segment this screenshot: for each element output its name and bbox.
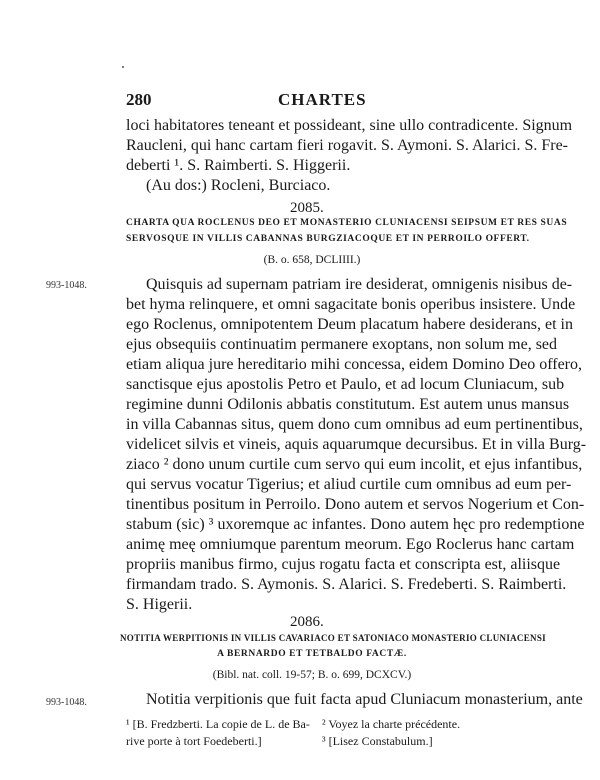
text-line: stabum (sic) ³ uxoremque ac infantes. Dono autem hęc pro redemptione [126,516,585,533]
text-line: ejus obsequiis continuatim permanere exoptans, non solum me, sed [126,336,558,353]
footnote-line: rive porte à tort Foedeberti.] [126,734,262,748]
text-line: Notitia verpitionis que fuit facta apud Cluniacum monasterium, ante [146,691,583,708]
charter-number: 2086. [290,614,324,630]
running-head [126,90,498,112]
text-line: in villa Cabannas situs, quem dono cum omnibus ad eum pertinentibus, [126,416,583,433]
charter-title-line: A BERNARDO ET TETBALDO FACTÆ. [217,649,407,659]
text-line: animę meę omniumque parentum meorum. Ego Roclerus hanc cartam [126,536,575,553]
text-line: regimine dunni Odilonis abbatis constitutum. Est autem unus mansus [126,396,570,413]
page-number: 280 [126,90,152,109]
text-line: Quisquis ad supernam patriam ire desiderat, omnigenis nisibus de- [146,276,573,293]
charter-title-line: SERVOSQUE IN VILLIS CABANNAS BURGZIACOQUE ET IN PERROILO OFFERT. [126,234,530,244]
text-line: ziaco ² dono unum curtile cum servo qui eum incolit, et ejus infantibus, [126,456,583,473]
text-line: propriis manibus firmo, cujus rogatu facta et conscripta est, aliisque [126,556,561,573]
footnote-line: ¹ [B. Fredzberti. La copie de L. de Ba- [126,717,310,731]
stray-mark [122,66,124,68]
margin-date: 993-1048. [46,697,87,708]
text-line: sanctisque ejus apostolis Petro et Paulo, et ad locum Cluniacum, sub [126,376,565,393]
text-line: qui servus vocatur Tigerius; et aliud curtile cum omnibus ad eum per- [126,476,572,493]
charter-title-line: CHARTA QUA ROCLENUS DEO ET MONASTERIO CLUNIACENSI SEIPSUM ET RES SUAS [126,218,568,228]
running-title: CHARTES [278,90,367,109]
charter-reference: (B. o. 658, DCLIIII.) [263,254,361,266]
footnote-line: ³ [Lisez Constabulum.] [322,734,433,748]
text-line: bet hyma relinquere, et omni sagacitate bonis operibus insistere. Unde [126,296,576,313]
text-line: Raucleni, qui hanc cartam fieri rogavit. S. Aymoni. S. Alarici. S. Fre- [126,137,568,154]
text-line: videlicet silvis et vineis, aquis aquarumque decursibus. Et in villa Burg- [126,436,587,453]
margin-date: 993-1048. [46,280,87,291]
charter-title-line: NOTITIA WERPITIONIS IN VILLIS CAVARIACO ET SATONIACO MONASTERIO CLUNIACENSI [120,633,546,643]
text-line: ego Roclenus, omnipotentem Deum placatum habere desiderans, et in [126,316,573,333]
text-line: tinentibus positum in Perroilo. Dono autem et servos Nogerium et Con- [126,496,585,513]
text-line: loci habitatores teneant et possideant, sine ullo contradicente. Signum [126,117,573,134]
text-line: etiam aliqua jure hereditario mihi concessa, eidem Domino Deo offero, [126,356,582,373]
charter-reference: (Bibl. nat. coll. 19-57; B. o. 699, DCXCV.) [212,669,412,681]
text-line: deberti ¹. S. Raimberti. S. Higgerii. [126,157,351,174]
footnote-line: ² Voyez la charte précédente. [322,717,461,731]
text-line: (Au dos:) Rocleni, Burciaco. [146,177,331,194]
text-line: S. Higerii. [126,596,193,613]
charter-number: 2085. [290,200,324,216]
text-line: firmandam trado. S. Aymonis. S. Alarici. S. Fredeberti. S. Raimberti. [126,576,567,593]
